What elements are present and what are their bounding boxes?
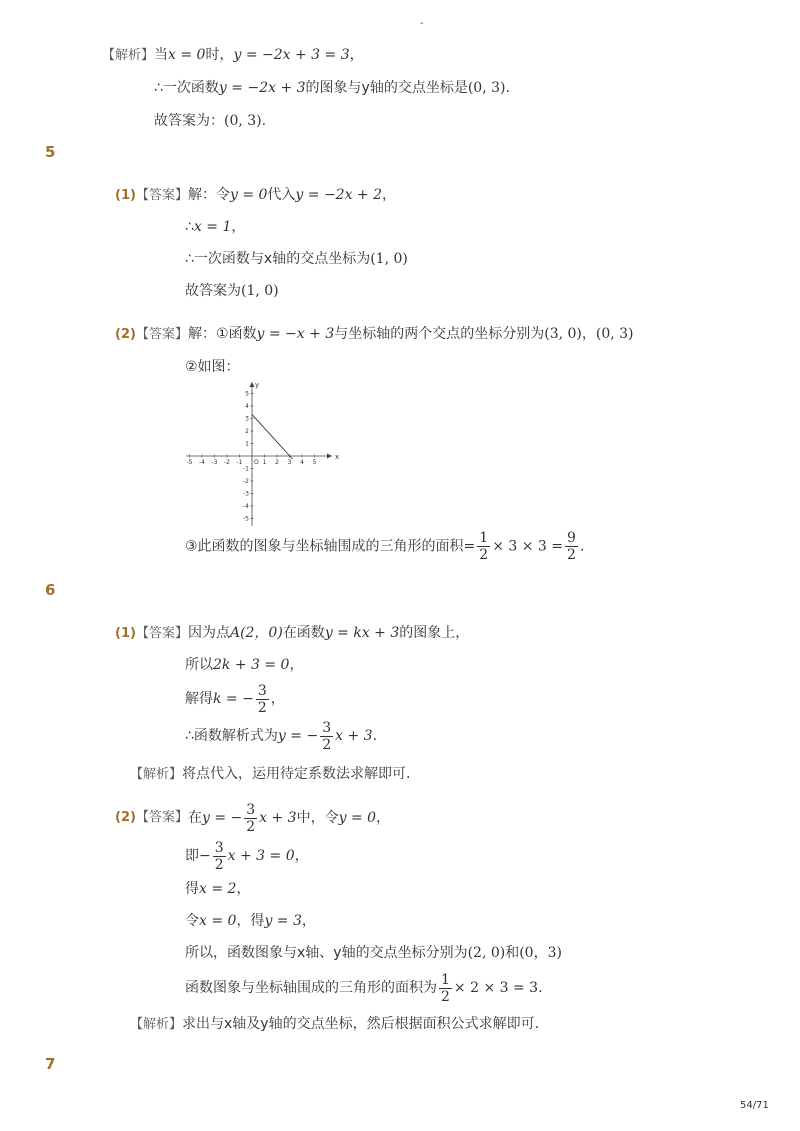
text: 解得 [185, 691, 213, 707]
text: ∴ [185, 219, 194, 235]
text: 解：①函数 [187, 326, 257, 342]
page-number: 54/71 [740, 1100, 769, 1111]
q5-part1-line1 [115, 185, 396, 206]
text: . [372, 728, 378, 744]
top-dash: - [420, 18, 424, 29]
math: x + 3 [335, 728, 373, 744]
text: 函数图象与坐标轴围成的三角形的面积为 [185, 980, 437, 996]
denominator: 2 [441, 988, 450, 1005]
q6-part1-line2 [185, 655, 303, 675]
math: (0，3) [519, 945, 562, 961]
y-axis-arrow [250, 382, 255, 387]
q6-part2-analysis [130, 1014, 539, 1035]
text: 将点代入，运用待定系数法求解即可. [182, 766, 411, 782]
math: y = kx + 3 [324, 625, 400, 641]
fraction [477, 530, 490, 563]
x-tick-label: -4 [199, 459, 205, 466]
numerator: 3 [246, 801, 256, 818]
x-tick-label: 4 [300, 459, 304, 466]
math: y = − [201, 810, 243, 826]
text: 时， [205, 47, 234, 63]
text: . [261, 113, 267, 129]
numerator: 3 [322, 719, 332, 736]
part-label: (2) [115, 810, 136, 825]
text: . [505, 80, 510, 96]
text: ， [349, 47, 364, 63]
y-axis-label: y [255, 381, 260, 389]
q5-part2-line2: ②如图： [185, 359, 240, 375]
text: 和 [505, 945, 520, 961]
y-tick-label: 3 [245, 415, 249, 423]
q5-part2-line1 [115, 324, 634, 345]
math: x = 1 [193, 219, 232, 235]
text: ， [581, 326, 596, 342]
text: 所以，函数图象与x轴、y轴的交点坐标分别为 [185, 945, 468, 961]
text: ， [376, 810, 391, 826]
q6-part1-line3 [185, 680, 285, 718]
text: ， [294, 848, 309, 864]
math: 2k + 3 = 0 [213, 657, 290, 673]
numerator: 3 [257, 682, 267, 699]
fraction [213, 840, 226, 873]
numerator: 9 [567, 530, 576, 546]
answer-tag: 【答案】 [135, 810, 188, 825]
text: 解：令 [187, 187, 230, 203]
text: 的图象上， [399, 625, 470, 641]
text: 所以 [185, 657, 213, 673]
part-label: (2) [115, 327, 136, 342]
analysis-tag: 【解析】 [130, 1017, 183, 1032]
text: ， [231, 219, 246, 235]
x-tick-label: 3 [287, 459, 292, 466]
q5-part1-line2 [185, 217, 245, 237]
math: (0, 3) [595, 326, 634, 342]
fraction [320, 720, 333, 753]
numerator: 3 [214, 839, 224, 856]
math: (0, 3) [467, 80, 506, 96]
math: x = 0 [199, 913, 237, 929]
q4-analysis-line2 [154, 78, 510, 98]
text: ∴函数解析式为 [185, 728, 278, 744]
math: y = 0 [338, 810, 377, 826]
q5-part1-line3 [185, 249, 408, 269]
text: ，得 [236, 913, 265, 929]
q6-part2-line2 [185, 836, 309, 876]
text: 与坐标轴的两个交点的坐标分别为 [334, 326, 545, 342]
y-tick-label: 4 [245, 403, 249, 410]
q4-analysis-line1 [102, 45, 364, 66]
math: y = −2x + 3 [218, 80, 306, 96]
y-tick-label: -4 [243, 503, 249, 510]
text: 求出与x轴及y轴的交点坐标，然后根据面积公式求解即可. [182, 1016, 540, 1032]
math: x + 3 [259, 810, 297, 826]
math: x + 3 = 0 [227, 848, 295, 864]
denominator: 2 [214, 856, 224, 873]
q6-part2-line4 [185, 911, 316, 931]
x-tick-label: -3 [211, 459, 218, 466]
answer-tag: 【答案】 [135, 327, 188, 342]
denominator: 2 [246, 818, 256, 835]
analysis-tag: 【解析】 [102, 48, 155, 63]
text: ， [289, 657, 304, 673]
y-tick-label: -2 [243, 478, 249, 485]
x-tick-label: -2 [224, 459, 230, 466]
math: y = −2x + 3 = 3 [233, 47, 350, 63]
y-tick-label: 1 [245, 440, 249, 448]
q6-part2-line1 [115, 798, 390, 838]
function-line [252, 415, 293, 460]
answer-tag: 【答案】 [135, 188, 188, 203]
math: A(2，0) [229, 625, 283, 641]
math: y = −x + 3 [256, 326, 335, 342]
question-number-6: 6 [45, 581, 56, 599]
x-tick-label: -1 [236, 459, 243, 466]
x-tick-label: 1 [262, 459, 267, 466]
q6-part2-line5 [185, 943, 562, 963]
text: 故答案为 [185, 283, 241, 299]
q6-part1-line4 [185, 717, 377, 755]
y-tick-label: 2 [245, 428, 249, 435]
math: k = − [213, 691, 254, 707]
y-tick-label: 5 [245, 390, 249, 398]
q6-part1-analysis [130, 764, 410, 785]
text: 中，令 [296, 810, 339, 826]
text: 在 [187, 810, 202, 826]
q5-part2-line3 [185, 530, 584, 563]
q4-analysis-line3 [154, 111, 266, 131]
text: ， [382, 187, 397, 203]
y-tick-label: -5 [243, 515, 249, 523]
part-label: (1) [115, 626, 136, 641]
graph-layer [186, 381, 339, 526]
y-tick-label: -3 [243, 490, 249, 498]
q6-part2-line3 [185, 879, 250, 899]
math: y = 0 [229, 187, 268, 203]
text: ， [270, 691, 285, 707]
math: − [199, 848, 211, 864]
numerator: 1 [441, 971, 450, 988]
q6-part2-line6 [185, 968, 543, 1008]
part-label: (1) [115, 188, 136, 203]
math: y = −2x + 2 [295, 187, 383, 203]
numerator: 1 [479, 530, 489, 546]
math: (0, 3) [224, 113, 262, 129]
text: ， [236, 881, 251, 897]
math: y = 3 [264, 913, 302, 929]
math: x = 0 [168, 47, 206, 63]
text: 代入 [267, 187, 296, 203]
math: (3, 0) [544, 326, 582, 342]
analysis-tag: 【解析】 [130, 767, 183, 782]
fraction [256, 683, 269, 716]
text: 即 [185, 848, 199, 864]
denominator: 2 [567, 547, 576, 563]
answer-tag: 【答案】 [135, 626, 188, 641]
text: ∴一次函数 [154, 80, 219, 96]
text: ， [301, 913, 316, 929]
x-axis-label: x [335, 453, 340, 461]
x-tick-label: -5 [186, 459, 193, 466]
text: 令 [185, 913, 199, 929]
text: ∴一次函数与x轴的交点坐标为 [185, 251, 371, 267]
denominator: 2 [322, 736, 332, 753]
text: 当 [154, 47, 169, 63]
x-tick-label: 5 [312, 459, 317, 466]
text: 的图象与y轴的交点坐标是 [305, 80, 468, 96]
origin-label: O [254, 459, 259, 466]
coordinate-graph [182, 378, 342, 530]
text: 得 [185, 881, 199, 897]
text: 因为点 [187, 625, 230, 641]
q6-part1-line1 [115, 623, 469, 644]
math: (2, 0) [467, 945, 506, 961]
x-axis-arrow [327, 454, 332, 459]
math: y = − [277, 728, 319, 744]
math: × 3 × 3 = [492, 538, 564, 555]
fraction [439, 972, 452, 1005]
y-tick-label: -1 [243, 465, 249, 473]
text: . [579, 538, 585, 555]
text: 在函数 [282, 625, 325, 641]
denominator: 2 [479, 547, 489, 563]
text: . [538, 980, 543, 996]
text: 故答案为： [154, 113, 224, 129]
question-number-7: 7 [45, 1055, 56, 1073]
math: × 2 × 3 = 3 [453, 980, 539, 996]
fraction [244, 802, 257, 835]
denominator: 2 [257, 699, 267, 716]
question-number-5: 5 [45, 143, 56, 161]
text: ③此函数的图象与坐标轴围成的三角形的面积= [185, 538, 476, 555]
fraction [565, 530, 578, 563]
math: (1, 0) [370, 251, 408, 267]
math: x = 2 [199, 881, 237, 897]
x-tick-label: 2 [275, 459, 279, 466]
math: (1, 0) [241, 283, 279, 299]
q5-part1-line4 [185, 281, 279, 301]
